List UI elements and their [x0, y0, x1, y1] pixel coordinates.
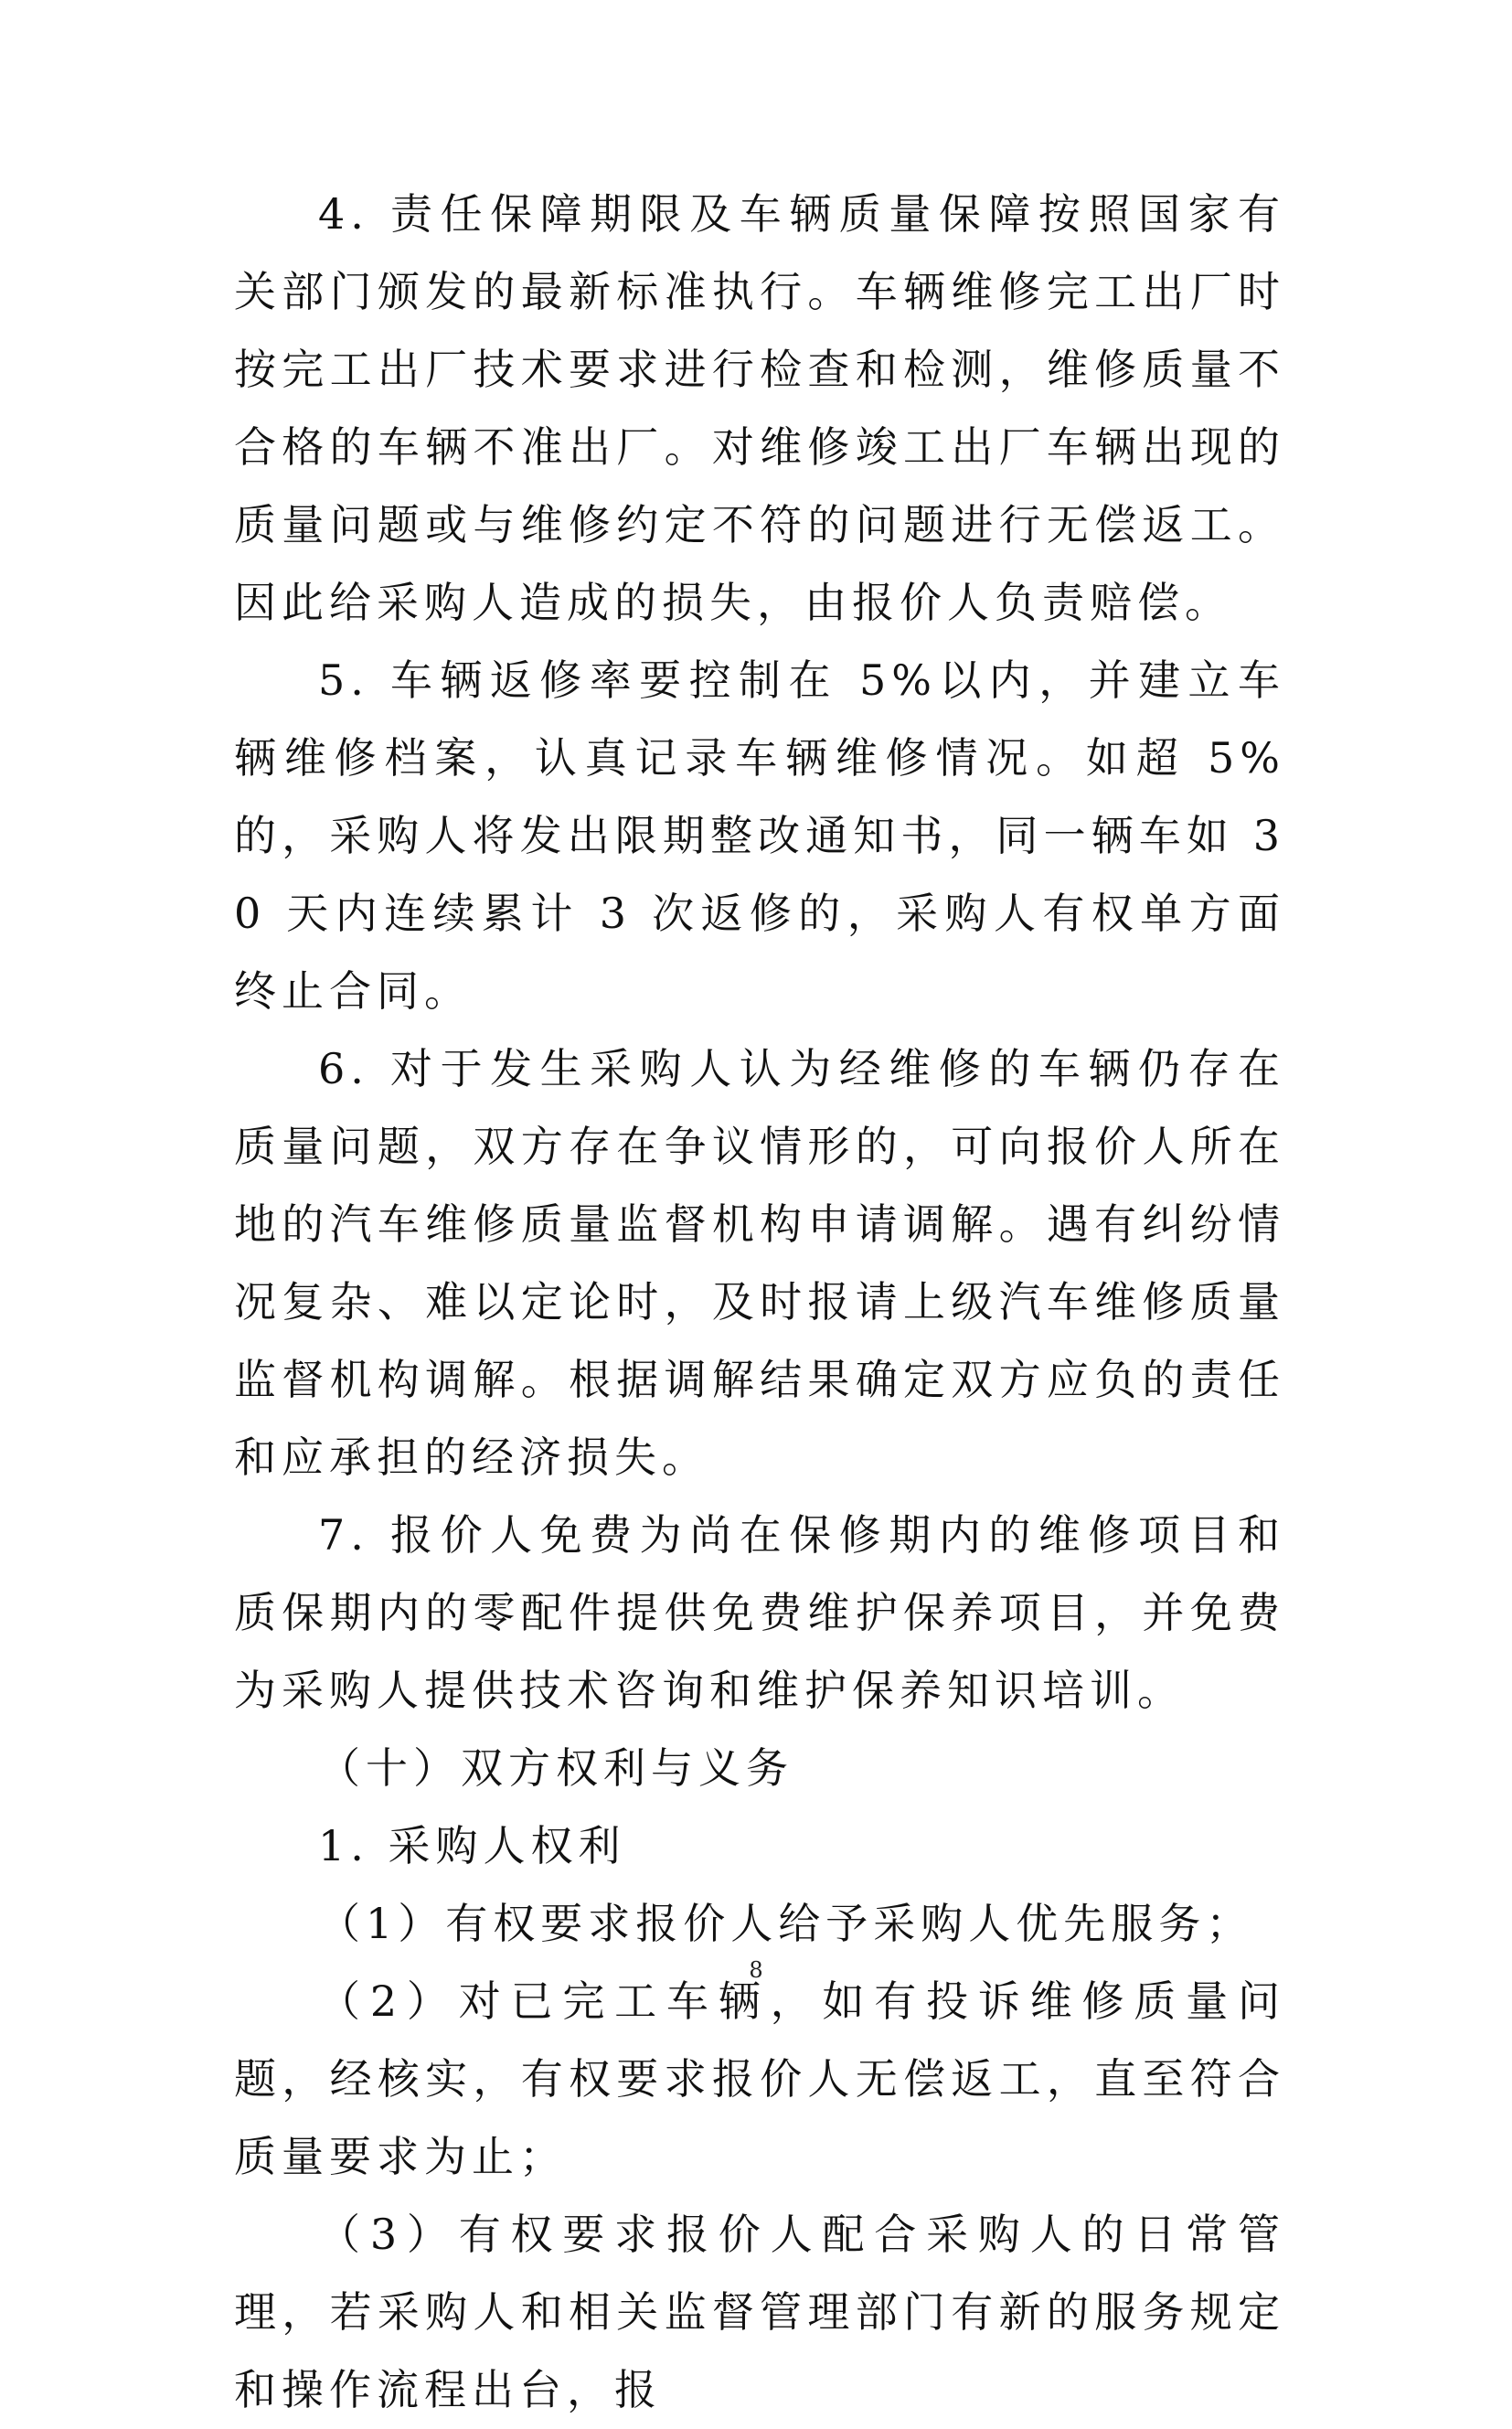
section-heading-rights-obligations: （十）双方权利与义务 [318, 1743, 793, 1793]
page-number: 8 [749, 1957, 763, 1983]
page-body [234, 176, 1285, 2429]
right-item-daily-management: （3）有权要求报价人配合采购人的日常管理，若采购人和相关监督管理部门有新的服务规定和操作流程出台，报 [234, 2210, 1285, 2414]
right-item-free-rework: （2）对已完工车辆，如有投诉维修质量问题，经核实，有权要求报价人无偿返工，直至符合质量要求为止； [234, 1976, 1285, 2181]
right-item-priority-service: （1）有权要求报价人给予采购人优先服务； [318, 1899, 1254, 1948]
paragraph-warranty-period: 4. 责任保障期限及车辆质量保障按照国家有关部门颁发的最新标准执行。车辆维修完工出厂时按完工出厂技术要求进行检查和检测，维修质量不合格的车辆不准出厂。对维修竣工出厂车辆出现的质量问题或与维修约定不符的问题进行无偿返工。因此给采购人造成的损失，由报价人负责赔偿。 [234, 189, 1285, 627]
subsection-heading-purchaser-rights: 1. 采购人权利 [318, 1821, 626, 1870]
paragraph-repair-rate: 5. 车辆返修率要控制在 5%以内，并建立车辆维修档案，认真记录车辆维修情况。如超 5%的，采购人将发出限期整改通知书，同一辆车如 30 天内连续累计 3 次返修的，采购人有权单方面终止合同。 [234, 655, 1285, 1016]
paragraph-dispute-mediation: 6. 对于发生采购人认为经维修的车辆仍存在质量问题，双方存在争议情形的，可向报价人所在地的汽车维修质量监督机构申请调解。遇有纠纷情况复杂、难以定论时，及时报请上级汽车维修质量监督机构调解。根据调解结果确定双方应负的责任和应承担的经济损失。 [234, 1044, 1285, 1482]
paragraph-free-maintenance: 7. 报价人免费为尚在保修期内的维修项目和质保期内的零配件提供免费维护保养项目，并免费为采购人提供技术咨询和维护保养知识培训。 [234, 1510, 1285, 1715]
